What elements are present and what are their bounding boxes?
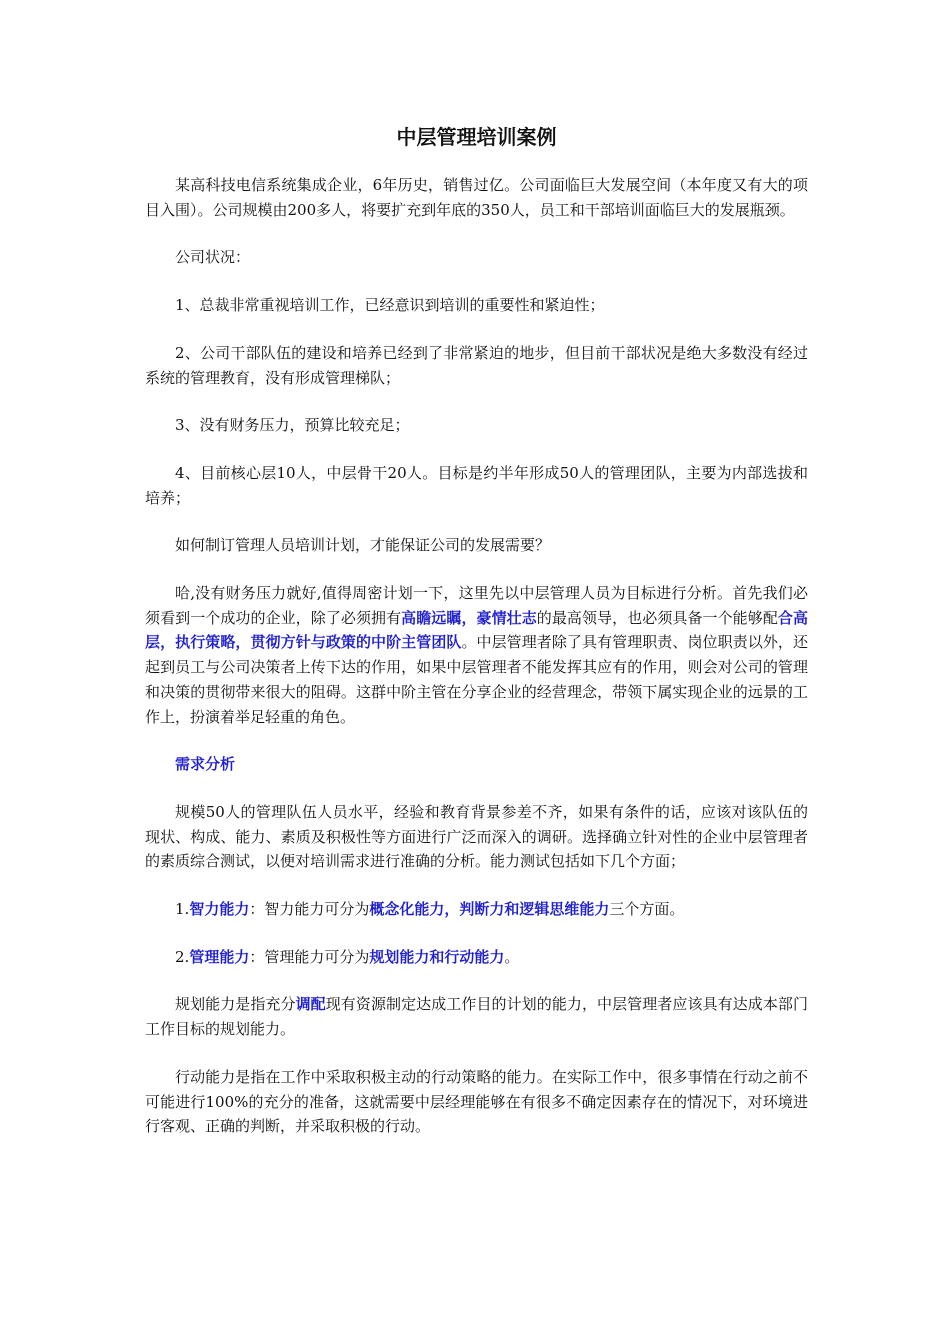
- text: 哈,没有财务压力就好,值得周密计划一下，这里先以中层管理人员为目标进行分析。首先我们必须看到一个成功的企业，除了必须拥有: [145, 584, 808, 627]
- highlight-text: 概念化能力，判断力和逻辑思维能力: [369, 900, 610, 919]
- text: 的最高领导，也必须具备一个能够配: [536, 608, 778, 627]
- planning-paragraph: [145, 992, 808, 1041]
- ability-name: 管理能力: [189, 947, 250, 966]
- highlight-text: 规划能力和行动能力: [369, 947, 505, 966]
- ability-name: 智力能力: [189, 900, 250, 919]
- document-page: [145, 123, 808, 1162]
- status-item-4: 4、目前核心层10人，中层骨干20人。目标是约半年形成50人的管理团队，主要为内部选拔和培养；: [145, 463, 808, 507]
- item-number: 2.: [175, 947, 190, 966]
- text: 三个方面。: [609, 900, 685, 919]
- text: 。中层管理者除了具有管理职责、岗位职责以外，还起到员工与公司决策者上传下达的作用，如果中层管理者不能发挥其应有的作用，则会对公司的管理和决策的贯彻带来很大的阻碍。这群中阶主管在分享企业的经营理念，带领下属实现企业的远景的工作上，扮演着举足轻重的角色。: [145, 633, 808, 726]
- status-item-2: 2、公司干部队伍的建设和培养已经到了非常紧迫的地步，但目前干部状况是绝大多数没有经过系统的管理教育，没有形成管理梯队；: [145, 343, 808, 387]
- needs-analysis-heading: 需求分析: [175, 755, 236, 774]
- ability-item-1: [145, 897, 808, 922]
- highlight-text: 调配: [295, 995, 326, 1014]
- text: ：智力能力可分为: [249, 900, 370, 919]
- text: 现有资源制定达成工作目的计划的能力，中层管理者应该具有达成本部门工作目标的规划能力。: [145, 995, 808, 1039]
- document-title: 中层管理培训案例: [396, 125, 557, 149]
- highlight-text: 合高层，执行策略，贯彻方针与政策的中阶主管团队: [145, 608, 808, 652]
- status-label: 公司状况：: [175, 248, 251, 267]
- text: ：管理能力可分为: [249, 947, 370, 966]
- highlight-text: 高瞻远瞩，豪情壮志: [401, 608, 537, 627]
- text: 规划能力是指充分: [175, 995, 296, 1014]
- ability-item-2: [145, 945, 808, 970]
- text: 。: [504, 947, 520, 966]
- intro-paragraph: 某高科技电信系统集成企业，6年历史，销售过亿。公司面临巨大发展空间（本年度又有大的项目入围）。公司规模由200多人，将要扩充到年底的350人，员工和干部培训面临巨大的发展瓶颈。: [145, 176, 808, 219]
- item-number: 1.: [175, 900, 190, 919]
- needs-paragraph: 规模50人的管理队伍人员水平，经验和教育背景参差不齐，如果有条件的话，应该对该队伍的现状、构成、能力、素质及积极性等方面进行广泛而深入的调研。选择确立针对性的企业中层管理者的素质综合测试，以便对培训需求进行准确的分析。能力测试包括如下几个方面；: [145, 802, 808, 871]
- analysis-paragraph: [145, 581, 808, 729]
- status-item-1: 1、总裁非常重视培训工作，已经意识到培训的重要性和紧迫性；: [175, 296, 605, 315]
- question-paragraph: 如何制订管理人员培训计划，才能保证公司的发展需要？: [175, 536, 551, 555]
- status-item-3: 3、没有财务压力，预算比较充足；: [175, 416, 410, 435]
- action-paragraph: 行动能力是指在工作中采取积极主动的行动策略的能力。在实际工作中，很多事情在行动之前不可能进行100%的充分的准备，这就需要中层经理能够在有很多不确定因素存在的情况下，对环境进行客观、正确的判断，并采取积极的行动。: [145, 1067, 808, 1136]
